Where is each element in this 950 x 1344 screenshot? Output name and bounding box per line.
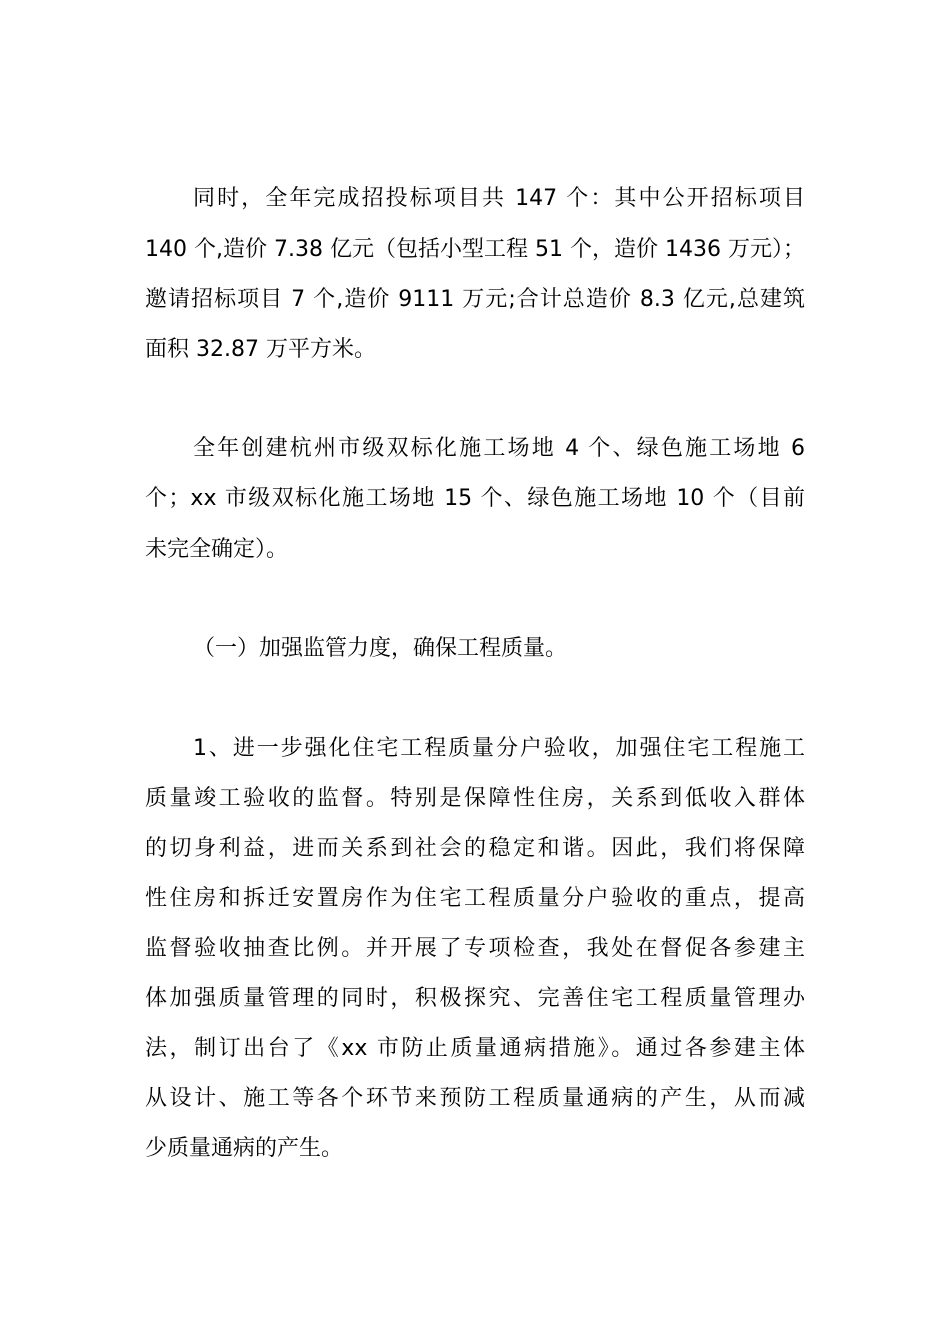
paragraph-2-line-1: 全年创建杭州市级双标化施工场地 4 个、绿色施工场地 6 <box>193 436 805 461</box>
paragraph-4-line-9: 少质量通病的产生。 <box>145 1136 344 1161</box>
paragraph-4-line-2: 质量竣工验收的监督。特别是保障性住房，关系到低收入群体 <box>145 786 805 811</box>
paragraph-1-line-2: 140 个,造价 7.38 亿元（包括小型工程 51 个，造价 1436 万元）； <box>145 237 805 262</box>
paragraph-2-line-3: 未完全确定）。 <box>145 537 289 562</box>
paragraph-4-line-4: 性住房和拆迁安置房作为住宅工程质量分户验收的重点，提高 <box>145 886 805 911</box>
paragraph-4-line-6: 体加强质量管理的同时，积极探究、完善住宅工程质量管理办 <box>145 986 805 1011</box>
section-heading: （一）加强监管力度，确保工程质量。 <box>193 636 568 661</box>
paragraph-4-line-7: 法，制订出台了《xx 市防止质量通病措施》。通过各参建主体 <box>145 1036 805 1061</box>
paragraph-4-line-1: 1、进一步强化住宅工程质量分户验收，加强住宅工程施工 <box>193 736 805 761</box>
paragraph-1-line-3: 邀请招标项目 7 个,造价 9111 万元;合计总造价 8.3 亿元,总建筑 <box>145 287 805 312</box>
paragraph-4-line-3: 的切身利益，进而关系到社会的稳定和谐。因此，我们将保障 <box>145 836 805 861</box>
paragraph-2-line-2: 个；xx 市级双标化施工场地 15 个、绿色施工场地 10 个（目前 <box>145 486 805 511</box>
paragraph-4-line-8: 从设计、施工等各个环节来预防工程质量通病的产生，从而减 <box>145 1086 805 1111</box>
paragraph-4-line-5: 监督验收抽查比例。并开展了专项检查，我处在督促各参建主 <box>145 936 805 961</box>
paragraph-1-line-1: 同时，全年完成招投标项目共 147 个：其中公开招标项目 <box>193 186 805 211</box>
paragraph-1-line-4: 面积 32.87 万平方米。 <box>145 337 376 362</box>
